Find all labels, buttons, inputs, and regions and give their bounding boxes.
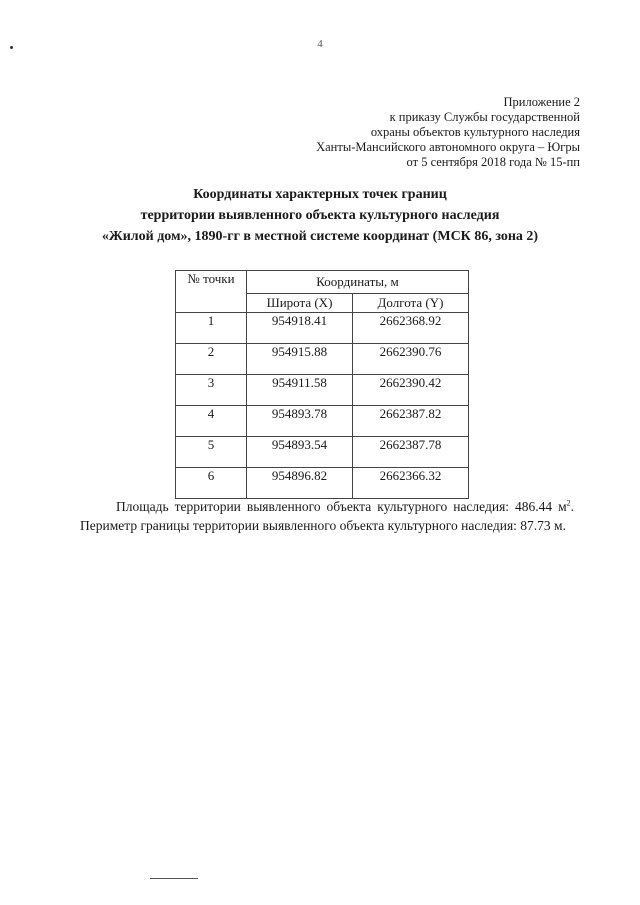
cell-x: 954893.78 (247, 406, 353, 437)
cell-x: 954915.88 (247, 344, 353, 375)
cell-y: 2662368.92 (353, 313, 469, 344)
title-line: «Жилой дом», 1890-гг в местной системе координат (МСК 86, зона 2) (101, 229, 539, 244)
header-coordinates: Координаты, м (247, 271, 469, 294)
title-line: Координаты характерных точек границ (193, 187, 447, 202)
cell-y: 2662390.76 (353, 344, 469, 375)
table-row (176, 468, 469, 499)
header-point: № точки (176, 271, 247, 313)
cell-point: 3 (176, 375, 247, 406)
table-row (176, 375, 469, 406)
cell-y: 2662387.82 (353, 406, 469, 437)
page-number: 4 (317, 38, 323, 50)
footer-divider (150, 878, 198, 879)
cell-x: 954893.54 (247, 437, 353, 468)
appendix-header (220, 95, 580, 170)
table-row (176, 406, 469, 437)
appendix-line: Приложение 2 (503, 95, 580, 109)
appendix-line: к приказу Службы государственной (389, 110, 580, 124)
appendix-line: Ханты-Мансийского автономного округа – Югры (316, 140, 580, 154)
title-line: территории выявленного объекта культурного наследия (140, 208, 500, 223)
area-paragraph (80, 497, 574, 535)
area-text-before: Площадь территории выявленного объекта культурного наследия: 486.44 м (116, 499, 567, 514)
cell-y: 2662387.78 (353, 437, 469, 468)
cell-point: 6 (176, 468, 247, 499)
area-text-after: . Периметр границы территории выявленного объекта культурного наследия: 87.73 м. (80, 499, 574, 533)
table-row (176, 344, 469, 375)
header-y: Долгота (Y) (353, 294, 469, 313)
cell-x: 954896.82 (247, 468, 353, 499)
scan-speck (10, 46, 13, 49)
cell-y: 2662366.32 (353, 468, 469, 499)
cell-point: 1 (176, 313, 247, 344)
document-title (40, 184, 600, 247)
coordinates-table (175, 270, 469, 499)
header-x: Широта (X) (247, 294, 353, 313)
cell-point: 5 (176, 437, 247, 468)
cell-x: 954911.58 (247, 375, 353, 406)
cell-point: 2 (176, 344, 247, 375)
cell-point: 4 (176, 406, 247, 437)
appendix-line: охраны объектов культурного наследия (370, 125, 580, 139)
cell-x: 954918.41 (247, 313, 353, 344)
table-row (176, 437, 469, 468)
cell-y: 2662390.42 (353, 375, 469, 406)
appendix-line: от 5 сентября 2018 года № 15-пп (406, 155, 580, 169)
area-superscript: 2 (566, 498, 571, 508)
table-row (176, 313, 469, 344)
